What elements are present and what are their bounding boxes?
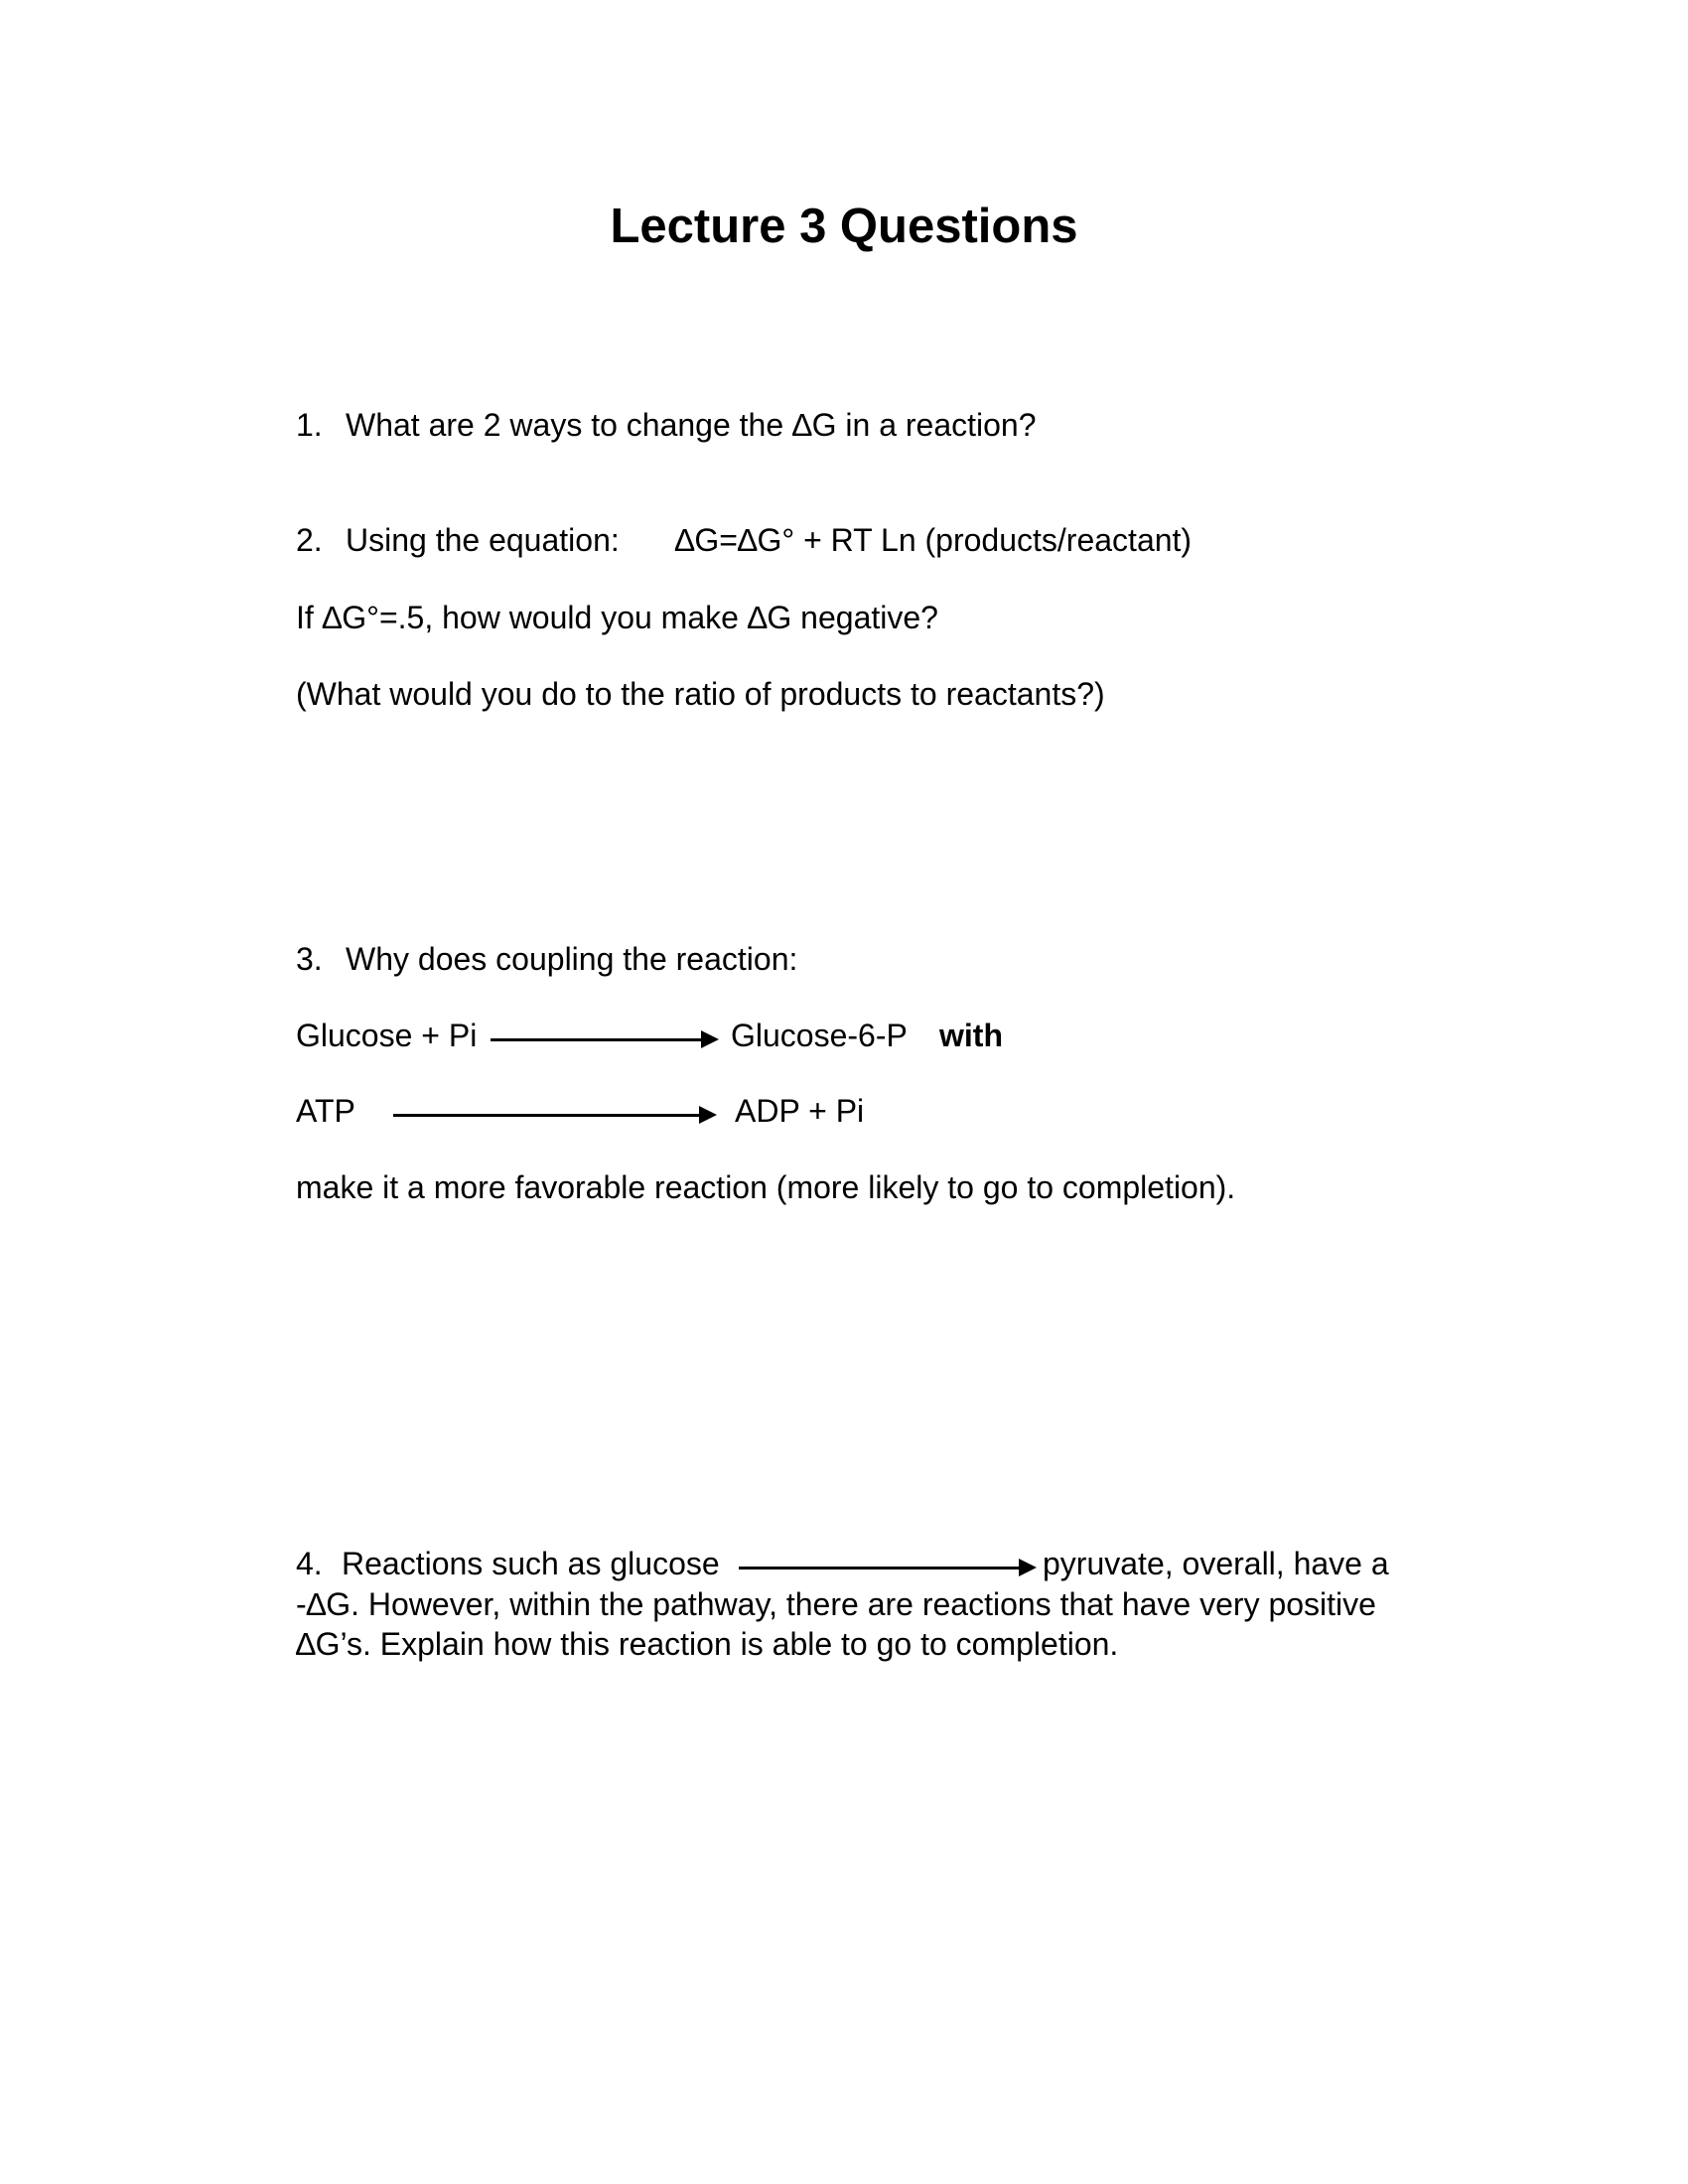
question-1-text: What are 2 ways to change the ∆G in a reaction? bbox=[346, 407, 1037, 443]
reaction-1-arrow bbox=[491, 1029, 719, 1049]
question-4-arrow bbox=[739, 1558, 1037, 1577]
question-4-line-2: -∆G. However, within the pathway, there are reactions that have very positive bbox=[296, 1586, 1376, 1622]
question-2-number: 2. bbox=[296, 522, 323, 558]
reaction-1-reactants: Glucose + Pi bbox=[296, 1018, 478, 1053]
question-2-line-3: (What would you do to the ratio of products to reactants?) bbox=[296, 676, 1105, 712]
question-4-after-arrow: pyruvate, overall, have a bbox=[1043, 1546, 1389, 1581]
reaction-2-arrow bbox=[393, 1105, 717, 1125]
question-2-line-2: If ∆G°=.5, how would you make ∆G negative? bbox=[296, 600, 938, 635]
page-title: Lecture 3 Questions bbox=[610, 200, 1078, 253]
reaction-2-reactants: ATP bbox=[296, 1093, 355, 1129]
question-3 bbox=[296, 939, 797, 979]
question-4-line-3: ∆G’s. Explain how this reaction is able to go to completion. bbox=[296, 1626, 1119, 1662]
question-3-lead: Why does coupling the reaction: bbox=[346, 941, 798, 977]
question-4-number: 4. bbox=[296, 1546, 323, 1581]
question-3-closing: make it a more favorable reaction (more likely to go to completion). bbox=[296, 1169, 1236, 1205]
question-4 bbox=[296, 1544, 720, 1583]
question-4-lead: Reactions such as glucose bbox=[342, 1546, 720, 1581]
question-2 bbox=[296, 520, 1192, 560]
question-3-number: 3. bbox=[296, 941, 323, 977]
reaction-1-products: Glucose-6-P bbox=[731, 1018, 908, 1053]
reaction-2-products: ADP + Pi bbox=[735, 1093, 865, 1129]
question-1-number: 1. bbox=[296, 407, 323, 443]
question-1 bbox=[296, 405, 1037, 445]
reaction-1-with: with bbox=[939, 1018, 1003, 1053]
question-2-lead: Using the equation: bbox=[346, 522, 620, 558]
question-2-equation: ∆G=∆G° + RT Ln (products/reactant) bbox=[674, 522, 1193, 558]
